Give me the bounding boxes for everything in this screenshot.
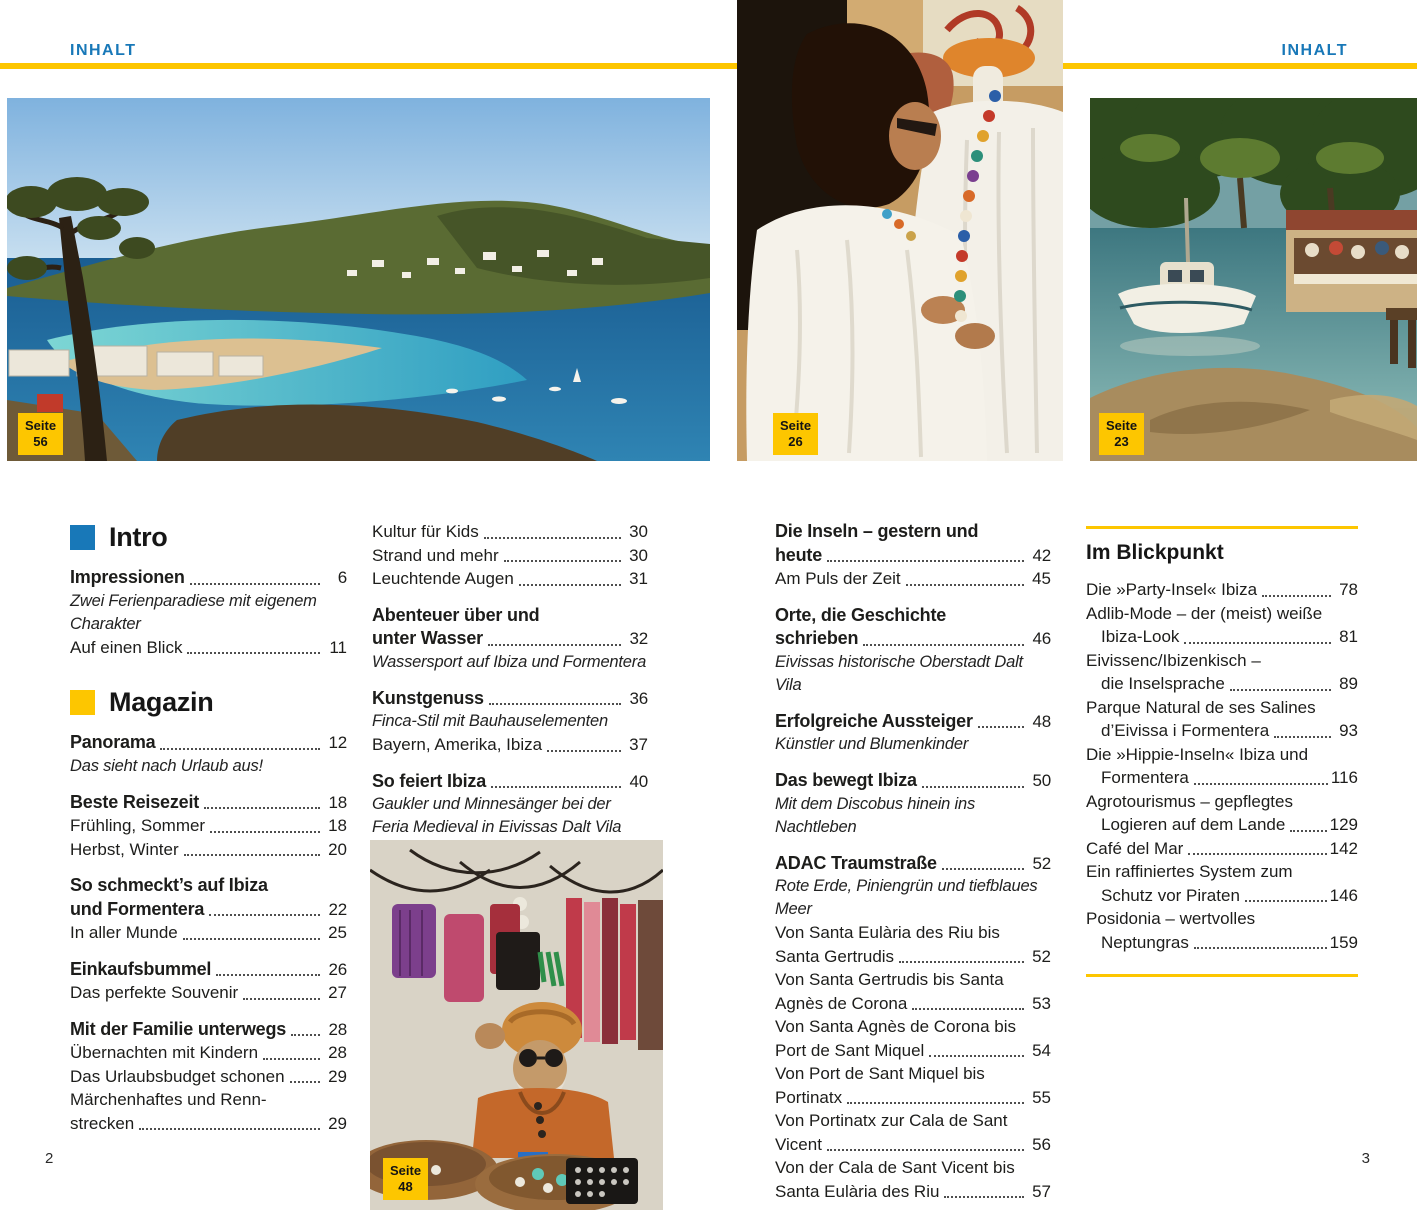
toc-page-number: 46 bbox=[1032, 629, 1051, 648]
leader-dots bbox=[190, 583, 320, 585]
toc-entry bbox=[775, 567, 1051, 591]
leader-dots bbox=[547, 750, 621, 752]
toc-entry-subtitle: Eivissas historische Oberstadt Dalt Vila bbox=[775, 652, 1023, 694]
toc-page-number: 129 bbox=[1329, 815, 1358, 834]
toc-entry bbox=[775, 769, 1051, 793]
toc-page-number: 11 bbox=[329, 637, 347, 657]
toc-entry-label: Bayern, Amerika, Ibiza bbox=[372, 735, 543, 754]
toc-page-number: 45 bbox=[1032, 569, 1051, 588]
toc-page-number: 31 bbox=[629, 569, 648, 588]
leader-dots bbox=[489, 703, 621, 705]
toc-page-number: 18 bbox=[328, 792, 347, 812]
badge-page: 48 bbox=[398, 1179, 413, 1194]
page-badge bbox=[1099, 413, 1144, 455]
toc-section-label: Intro bbox=[109, 522, 168, 552]
leader-dots bbox=[1230, 689, 1331, 691]
toc-entry-label: Panorama bbox=[70, 732, 156, 752]
toc-page-number: 53 bbox=[1032, 993, 1051, 1013]
toc-entry bbox=[70, 1018, 347, 1042]
badge-page: 26 bbox=[788, 434, 803, 449]
toc-page-number: 30 bbox=[629, 522, 648, 541]
badge-page: 23 bbox=[1114, 434, 1129, 449]
toc-entry bbox=[372, 544, 648, 568]
toc-entry-label: Herbst, Winter bbox=[70, 839, 179, 859]
toc-entry-label: Café del Mar bbox=[1086, 838, 1184, 858]
toc-entry bbox=[372, 733, 648, 757]
toc-entry-label: Erfolgreiche Aussteiger bbox=[775, 710, 973, 731]
toc-page-number: 6 bbox=[337, 568, 347, 587]
toc-entry bbox=[1086, 602, 1358, 649]
toc-entry-label: schrieben bbox=[775, 628, 859, 648]
toc-page-number: 52 bbox=[1032, 853, 1051, 873]
page-badge bbox=[773, 413, 818, 455]
toc-entry-subtitle: Wassersport auf Ibiza und Formentera bbox=[372, 652, 647, 671]
leader-dots bbox=[827, 560, 1024, 562]
toc-entry-label: Vicent bbox=[775, 1134, 822, 1154]
toc-page-number: 48 bbox=[1032, 711, 1051, 731]
page-number-right: 3 bbox=[1361, 1150, 1370, 1167]
badge-page: 56 bbox=[33, 434, 48, 449]
toc-section-heading bbox=[70, 687, 347, 718]
toc-entry-label: Am Puls der Zeit bbox=[775, 569, 901, 588]
toc-entry bbox=[1086, 790, 1358, 837]
toc-entry-subtitle: Rote Erde, Piniengrün und tiefblaues Meer bbox=[775, 877, 1038, 918]
leader-dots bbox=[488, 644, 621, 646]
toc-page-number: 52 bbox=[1032, 946, 1051, 966]
toc-entry bbox=[1086, 578, 1358, 602]
toc-entry-subtitle: Mit dem Discobus hinein ins Nachtleben bbox=[775, 794, 976, 836]
toc-entry bbox=[775, 852, 1051, 876]
leader-dots bbox=[291, 1034, 320, 1036]
photo-hippie-market bbox=[370, 840, 663, 1210]
toc-entry-label: Parque Natural de ses Salines bbox=[1086, 697, 1316, 717]
toc-entry-label: Strand und mehr bbox=[372, 545, 499, 565]
toc-page-number: 78 bbox=[1339, 580, 1358, 599]
leader-dots bbox=[209, 914, 320, 916]
toc-entry bbox=[70, 838, 347, 862]
toc-page-number: 22 bbox=[328, 899, 347, 919]
toc-entry-label: In aller Munde bbox=[70, 923, 178, 942]
toc-entry-label: Mit der Familie unterwegs bbox=[70, 1018, 287, 1039]
toc-entry-label: Von Santa Eulària des Riu bis bbox=[775, 923, 1000, 942]
toc-section-label: Magazin bbox=[109, 687, 214, 717]
toc-entry bbox=[775, 1015, 1051, 1062]
toc-entry-label: So schmeckt’s auf Ibiza bbox=[70, 875, 268, 895]
toc-entry-label: und Formentera bbox=[70, 898, 205, 919]
toc-entry-label: Schutz vor Piraten bbox=[1101, 885, 1240, 905]
leader-dots bbox=[863, 644, 1024, 646]
leader-dots bbox=[978, 726, 1024, 728]
leader-dots bbox=[942, 868, 1024, 870]
toc-entry bbox=[1086, 696, 1358, 743]
leader-dots bbox=[827, 1149, 1024, 1151]
toc-page-number: 29 bbox=[328, 1113, 347, 1133]
toc-page-number: 42 bbox=[1032, 545, 1051, 565]
toc-entry bbox=[70, 731, 347, 755]
toc-page-number: 40 bbox=[629, 771, 648, 791]
market-illustration bbox=[370, 840, 663, 1210]
photo-boat-cove bbox=[1090, 98, 1417, 461]
toc-entry-label: die Inselsprache bbox=[1101, 674, 1225, 693]
toc-entry-label: Port de Sant Miquel bbox=[775, 1040, 925, 1060]
beach-illustration bbox=[7, 98, 710, 461]
toc-entry bbox=[775, 604, 1051, 651]
toc-entry bbox=[775, 710, 1051, 734]
page-header-right: INHALT bbox=[1281, 42, 1348, 59]
toc-entry bbox=[1086, 649, 1358, 696]
toc-entry-label: Eivissenc/Ibizenkisch – bbox=[1086, 650, 1261, 670]
toc-entry bbox=[70, 636, 347, 660]
toc-page-number: 50 bbox=[1032, 771, 1051, 790]
toc-page-number: 56 bbox=[1032, 1134, 1051, 1154]
toc-page-number: 55 bbox=[1032, 1087, 1051, 1107]
leader-dots bbox=[922, 786, 1024, 788]
toc-entry-label: Von Santa Gertrudis bis Santa bbox=[775, 970, 1004, 989]
badge-label: Seite bbox=[25, 418, 57, 433]
leader-dots bbox=[1245, 900, 1327, 902]
toc-entry-label: d’Eivissa i Formentera bbox=[1101, 721, 1270, 740]
leader-dots bbox=[847, 1102, 1024, 1104]
toc-entry-label: Die Inseln – gestern und bbox=[775, 521, 979, 541]
badge-label: Seite bbox=[780, 418, 812, 433]
toc-entry-label: Kultur für Kids bbox=[372, 522, 479, 541]
toc-entry bbox=[70, 921, 347, 945]
toc-entry-label: Adlib-Mode – der (meist) weiße bbox=[1086, 603, 1323, 623]
leader-dots bbox=[1262, 595, 1331, 597]
toc-column-2 bbox=[372, 520, 648, 839]
leader-dots bbox=[484, 537, 621, 539]
leader-dots bbox=[204, 807, 320, 809]
toc-page-number: 12 bbox=[328, 733, 347, 752]
leader-dots bbox=[263, 1058, 320, 1060]
toc-entry-label: Logieren auf dem Lande bbox=[1101, 815, 1286, 834]
toc-page-number: 116 bbox=[1330, 768, 1358, 787]
toc-entry bbox=[70, 958, 347, 982]
toc-entry bbox=[775, 1156, 1051, 1203]
leader-dots bbox=[210, 831, 320, 833]
leader-dots bbox=[183, 938, 320, 940]
toc-entry-label: Orte, die Geschichte bbox=[775, 604, 947, 625]
toc-entry-label: Agrotourismus – gepflegtes bbox=[1086, 791, 1293, 811]
toc-column-3 bbox=[775, 520, 1051, 1203]
toc-entry-label: Leuchtende Augen bbox=[372, 569, 514, 588]
leader-dots bbox=[243, 998, 320, 1000]
toc-page-number: 89 bbox=[1339, 674, 1358, 693]
toc-page-number: 81 bbox=[1339, 627, 1358, 646]
yellow-rule bbox=[1086, 526, 1358, 529]
toc-entry-label: Von Port de Sant Miquel bis bbox=[775, 1064, 985, 1083]
yellow-rule bbox=[1086, 974, 1358, 977]
toc-entry bbox=[70, 1065, 347, 1089]
toc-page-number: 32 bbox=[629, 629, 648, 648]
page-number-left: 2 bbox=[45, 1150, 54, 1167]
toc-entry-label: Neptungras bbox=[1101, 932, 1189, 952]
toc-page-number: 27 bbox=[328, 983, 347, 1002]
toc-page-number: 146 bbox=[1329, 885, 1358, 905]
toc-entry-label: Ein raffiniertes System zum bbox=[1086, 862, 1293, 881]
toc-page-number: 20 bbox=[328, 839, 347, 859]
toc-entry bbox=[1086, 860, 1358, 907]
leader-dots bbox=[519, 584, 621, 586]
toc-entry bbox=[372, 687, 648, 711]
toc-entry-label: Von Santa Agnès de Corona bis bbox=[775, 1017, 1017, 1036]
toc-entry-label: Von Portinatx zur Cala de Sant bbox=[775, 1111, 1008, 1130]
toc-entry bbox=[70, 981, 347, 1005]
toc-entry-label: Ibiza-Look bbox=[1101, 627, 1180, 646]
toc-entry-label: Kunstgenuss bbox=[372, 687, 484, 708]
toc-entry-label: Auf einen Blick bbox=[70, 637, 183, 657]
toc-entry-label: heute bbox=[775, 544, 823, 565]
toc-entry-label: Das perfekte Souvenir bbox=[70, 983, 239, 1002]
page-badge bbox=[18, 413, 63, 455]
toc-entry bbox=[775, 1109, 1051, 1156]
toc-entry-label: strecken bbox=[70, 1113, 135, 1133]
leader-dots bbox=[906, 584, 1024, 586]
toc-entry bbox=[775, 1062, 1051, 1109]
leader-dots bbox=[139, 1128, 320, 1130]
badge-label: Seite bbox=[390, 1163, 422, 1178]
toc-entry bbox=[372, 520, 648, 544]
toc-entry-label: Beste Reisezeit bbox=[70, 791, 200, 812]
toc-entry bbox=[775, 921, 1051, 968]
leader-dots bbox=[160, 748, 320, 750]
toc-entry-label: ADAC Traumstraße bbox=[775, 852, 937, 873]
toc-entry-subtitle: Finca-Stil mit Bauhauselementen bbox=[372, 712, 608, 730]
toc-entry-label: Abenteuer über und bbox=[372, 604, 540, 625]
cove-illustration bbox=[1090, 98, 1417, 461]
leader-dots bbox=[899, 961, 1024, 963]
toc-entry-label: Frühling, Sommer bbox=[70, 816, 206, 835]
leader-dots bbox=[929, 1055, 1024, 1057]
toc-page-number: 36 bbox=[629, 688, 648, 708]
toc-page-number: 142 bbox=[1329, 838, 1358, 858]
toc-entry bbox=[372, 567, 648, 591]
yellow-header-rule bbox=[0, 63, 1417, 69]
toc-entry bbox=[70, 1041, 347, 1065]
leader-dots bbox=[184, 854, 320, 856]
toc-entry bbox=[70, 874, 347, 921]
toc-entry bbox=[372, 604, 648, 651]
badge-label: Seite bbox=[1106, 418, 1138, 433]
toc-entry bbox=[70, 566, 347, 590]
leader-dots bbox=[1194, 947, 1327, 949]
leader-dots bbox=[504, 560, 621, 562]
leader-dots bbox=[944, 1196, 1024, 1198]
toc-entry bbox=[1086, 837, 1358, 861]
toc-page-number: 18 bbox=[328, 816, 347, 835]
toc-entry-label: Das bewegt Ibiza bbox=[775, 770, 917, 790]
toc-page-number: 54 bbox=[1032, 1040, 1051, 1060]
toc-entry bbox=[775, 968, 1051, 1015]
toc-entry-label: Einkaufsbummel bbox=[70, 958, 212, 979]
toc-page-number: 26 bbox=[328, 959, 347, 979]
yellow-square-icon bbox=[70, 690, 95, 715]
toc-entry-label: Märchenhaftes und Renn- bbox=[70, 1090, 267, 1109]
toc-page-number: 28 bbox=[328, 1019, 347, 1039]
toc-entry bbox=[775, 520, 1051, 567]
toc-entry-subtitle: Künstler und Blumenkinder bbox=[775, 735, 969, 753]
toc-entry-label: Das Urlaubsbudget schonen bbox=[70, 1066, 285, 1086]
toc-entry-subtitle: Gaukler und Minnesänger bei der Feria Medieval in Eivissas Dalt Vila bbox=[372, 795, 622, 836]
toc-entry-label: Von der Cala de Sant Vicent bis bbox=[775, 1158, 1015, 1177]
toc-page-number: 37 bbox=[629, 735, 648, 754]
toc-column-4 bbox=[1086, 526, 1358, 977]
leader-dots bbox=[1184, 642, 1331, 644]
toc-entry bbox=[70, 814, 347, 838]
leader-dots bbox=[1194, 783, 1328, 785]
toc-column-1 bbox=[70, 520, 347, 1135]
toc-entry-label: Portinatx bbox=[775, 1087, 843, 1107]
toc-entry-label: Formentera bbox=[1101, 768, 1189, 787]
page-badge bbox=[383, 1158, 428, 1200]
toc-section-heading bbox=[70, 522, 347, 553]
toc-page-number: 29 bbox=[328, 1066, 347, 1086]
toc-entry-label: Übernachten mit Kindern bbox=[70, 1043, 259, 1062]
toc-page-number: 28 bbox=[328, 1043, 347, 1062]
toc-entry-label: Die »Party-Insel« Ibiza bbox=[1086, 580, 1258, 599]
toc-entry bbox=[372, 770, 648, 794]
photo-necklace-shopping bbox=[737, 0, 1063, 461]
toc-entry bbox=[1086, 743, 1358, 790]
toc-entry-subtitle: Das sieht nach Urlaub aus! bbox=[70, 756, 263, 775]
page-header-left: INHALT bbox=[70, 42, 137, 59]
toc-section-heading: Im Blickpunkt bbox=[1086, 541, 1224, 564]
toc-entry bbox=[70, 791, 347, 815]
leader-dots bbox=[216, 974, 320, 976]
leader-dots bbox=[912, 1008, 1024, 1010]
toc-entry-label: So feiert Ibiza bbox=[372, 770, 487, 791]
leader-dots bbox=[1274, 736, 1331, 738]
leader-dots bbox=[1290, 830, 1326, 832]
toc-page-number: 159 bbox=[1329, 932, 1358, 952]
toc-entry-label: Santa Gertrudis bbox=[775, 946, 895, 966]
photo-beach-cove bbox=[7, 98, 710, 461]
leader-dots bbox=[290, 1081, 320, 1083]
toc-entry-label: Santa Eulària des Riu bbox=[775, 1181, 940, 1201]
toc-entry-label: Posidonia – wertvolles bbox=[1086, 909, 1256, 928]
toc-entry-label: Impressionen bbox=[70, 567, 185, 587]
toc-page-number: 93 bbox=[1339, 721, 1358, 740]
leader-dots bbox=[1188, 853, 1326, 855]
toc-page-number: 30 bbox=[629, 545, 648, 565]
leader-dots bbox=[187, 652, 320, 654]
necklace-illustration bbox=[737, 0, 1063, 461]
toc-page-number: 25 bbox=[328, 923, 347, 942]
toc-entry bbox=[70, 1088, 347, 1135]
toc-entry-subtitle: Zwei Ferienparadiese mit eigenem Charakter bbox=[70, 591, 317, 633]
toc-page-number: 57 bbox=[1032, 1181, 1051, 1201]
toc-entry-label: Die »Hippie-Inseln« Ibiza und bbox=[1086, 744, 1309, 764]
leader-dots bbox=[491, 786, 621, 788]
toc-entry-label: Agnès de Corona bbox=[775, 993, 908, 1013]
toc-entry-label: unter Wasser bbox=[372, 628, 483, 648]
blue-square-icon bbox=[70, 525, 95, 550]
toc-entry bbox=[1086, 907, 1358, 954]
